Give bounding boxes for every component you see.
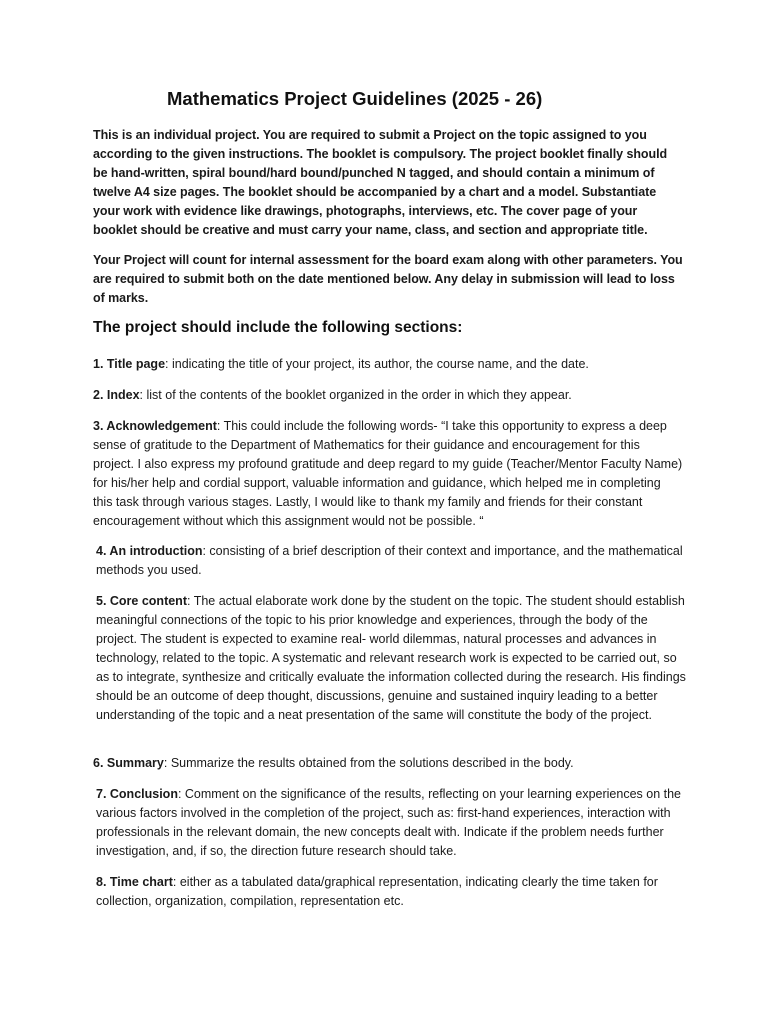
- section-text: : list of the contents of the booklet organized in the order in which they appear.: [139, 388, 572, 402]
- assessment-paragraph: Your Project will count for internal assessment for the board exam along with other parameters. You are required to submit both on the date mentioned below. Any delay in submission will lead to loss of marks.: [93, 253, 683, 305]
- section-label: 3. Acknowledgement: [93, 419, 217, 433]
- section-title-page: [93, 355, 683, 374]
- sections-heading: The project should include the following sections:: [93, 319, 463, 336]
- section-label: 2. Index: [93, 388, 140, 402]
- section-time-chart: [93, 873, 686, 911]
- section-label: 6. Summary: [93, 756, 164, 770]
- section-summary: [93, 754, 683, 773]
- section-text: : The actual elaborate work done by the student on the topic. The student should establish meaningful connections of the topic to his prior knowledge and experiences, through the body of the project. The student is expected to examine real- world dilemmas, natural processes and advances in technology, related to the topic. A systematic and relevant research work is expected to be carried out, so as to integrate, synthesize and critically evaluate the information collected during the research. His findings should be an outcome of deep thought, discussions, genuine and sustained inquiry leading to a better understanding of the topic and a neat presentation of the same will constitute the body of the project.: [96, 594, 686, 722]
- section-label: 8. Time chart: [96, 875, 173, 889]
- section-label: 1. Title page: [93, 357, 166, 371]
- page-title: Mathematics Project Guidelines (2025 - 26): [167, 88, 543, 109]
- section-text: : This could include the following words- “I take this opportunity to express a deep sense of gratitude to the Department of Mathematics for their guidance and encouragement for this project. I also express my profound gratitude and deep regard to my guide (Teacher/Mentor Faculty Name) for his/her help and cordial support, valuable information and guidance, which helped me in completing this task through various stages. Lastly, I would like to thank my family and friends for their constant encouragement without which this assignment would not be possible. “: [93, 419, 683, 528]
- section-label: 5. Core content: [96, 594, 187, 608]
- section-label: 4. An introduction: [96, 544, 203, 558]
- section-text: : consisting of a brief description of their context and importance, and the mathematical methods you used.: [96, 544, 683, 577]
- section-label: 7. Conclusion: [96, 787, 178, 801]
- section-index: [93, 386, 683, 405]
- section-introduction: [93, 542, 686, 580]
- section-acknowledgement: [93, 417, 683, 531]
- section-text: : either as a tabulated data/graphical representation, indicating clearly the time taken for collection, organization, compilation, representation etc.: [96, 875, 658, 908]
- intro-paragraph: This is an individual project. You are required to submit a Project on the topic assigned to you according to the given instructions. The booklet is compulsory. The project booklet finally should be hand-written, spiral bound/hard bound/punched N tagged, and should contain a minimum of twelve A4 size pages. The booklet should be accompanied by a chart and a model. Substantiate your work with evidence like drawings, photographs, interviews, etc. The cover page of your booklet should be creative and must carry your name, class, and section and appropriate title.: [93, 128, 668, 237]
- section-text: : Summarize the results obtained from the solutions described in the body.: [163, 756, 574, 770]
- section-conclusion: [93, 785, 686, 861]
- section-text: : Comment on the significance of the results, reflecting on your learning experiences on the various factors involved in the completion of the project, such as: first-hand experiences, interaction with professionals in the relevant domain, the new concepts dealt with. Indicate if the problem needs further investigation, and, if so, the direction future research should take.: [96, 787, 682, 858]
- section-text: : indicating the title of your project, its author, the course name, and the date.: [165, 357, 589, 371]
- section-core-content: [93, 592, 686, 725]
